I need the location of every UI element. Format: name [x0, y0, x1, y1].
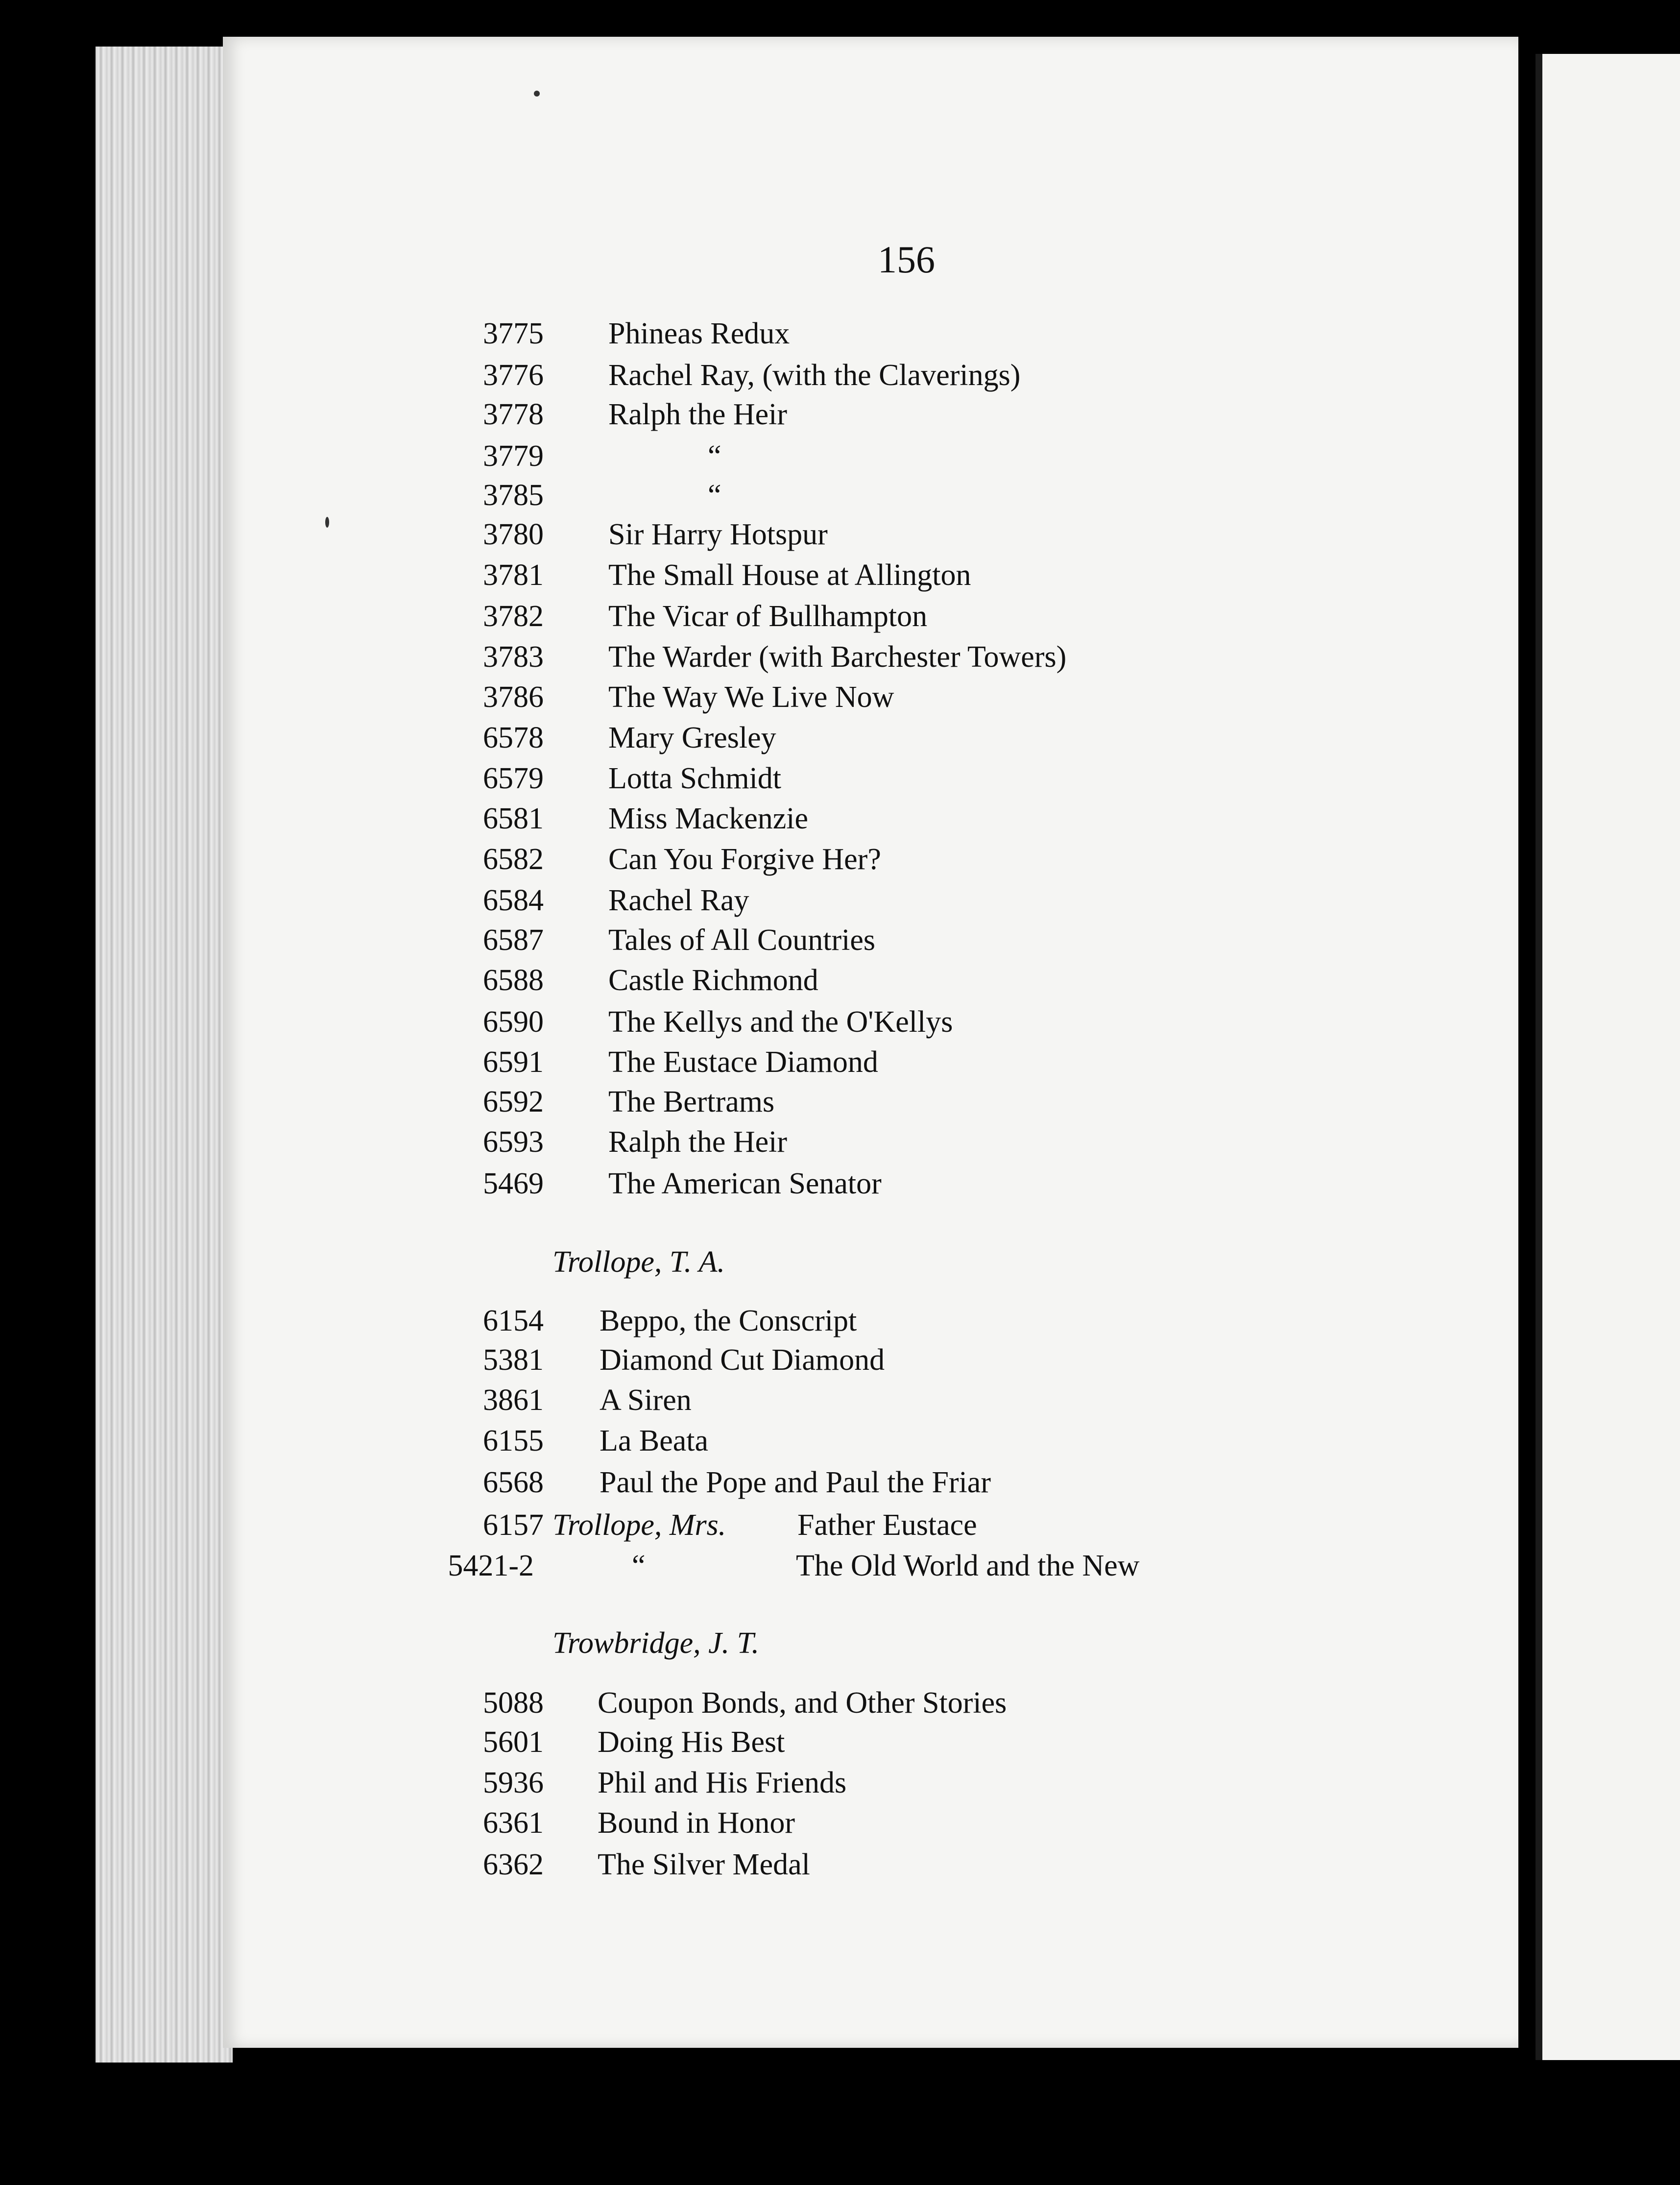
entry-number: 3782 [483, 600, 544, 633]
entry-title: A Siren [600, 1384, 692, 1417]
entry-title: Father Eustace [797, 1508, 977, 1542]
entry-title: La Beata [600, 1424, 709, 1457]
entry-number: 3786 [483, 680, 544, 714]
entry-title: Diamond Cut Diamond [600, 1343, 885, 1377]
dust-speck [325, 517, 329, 528]
entry-title: The Bertrams [608, 1085, 775, 1118]
entry-number: 6154 [483, 1304, 544, 1337]
entry-number: 5381 [483, 1343, 544, 1377]
entry-number: 3779 [483, 439, 544, 473]
entry-title: Rachel Ray [608, 884, 749, 917]
entry-title: The Vicar of Bullhampton [608, 600, 928, 633]
entry-title: Mary Gresley [608, 721, 776, 754]
ditto-mark: “ [632, 1549, 646, 1582]
entry-title: Paul the Pope and Paul the Friar [600, 1466, 991, 1499]
entry-number: 3780 [483, 518, 544, 551]
entry-title: Sir Harry Hotspur [608, 518, 828, 551]
entry-number: 3781 [483, 558, 544, 592]
entry-number: 6584 [483, 884, 544, 917]
facing-page-edge [1536, 54, 1680, 2060]
entry-number: 3861 [483, 1384, 544, 1417]
entry-number: 6591 [483, 1045, 544, 1079]
entry-title: “ [708, 439, 721, 473]
entry-number: 6592 [483, 1085, 544, 1118]
dust-speck [534, 91, 540, 97]
entry-number: 5469 [483, 1167, 544, 1200]
entry-title: Bound in Honor [598, 1806, 795, 1840]
author-heading: Trowbridge, J. T. [552, 1627, 760, 1660]
entry-number: 5421-2 [448, 1549, 534, 1582]
entry-title: Phil and His Friends [598, 1766, 847, 1799]
entry-title: Ralph the Heir [608, 398, 788, 431]
entry-number: 6362 [483, 1848, 544, 1881]
entry-number: 3783 [483, 640, 544, 674]
page-stack-edges [96, 47, 233, 2063]
entry-title: Doing His Best [598, 1725, 785, 1759]
entry-number: 6593 [483, 1125, 544, 1159]
entry-number: 3775 [483, 317, 544, 350]
entry-number: 3785 [483, 479, 544, 512]
entry-title: The Small House at Allington [608, 558, 971, 592]
entry-title: Beppo, the Conscript [600, 1304, 857, 1337]
entry-title: Castle Richmond [608, 964, 818, 997]
entry-title: Phineas Redux [608, 317, 790, 350]
entry-number: 6582 [483, 843, 544, 876]
entry-title: The Eustace Diamond [608, 1045, 878, 1079]
entry-number: 6155 [483, 1424, 544, 1457]
entry-title: The Warder (with Barchester Towers) [608, 640, 1067, 674]
entry-title: Ralph the Heir [608, 1125, 788, 1159]
entry-title: Can You Forgive Her? [608, 843, 881, 876]
entry-number: 3778 [483, 398, 544, 431]
entry-number: 6157 [483, 1508, 544, 1542]
entry-title: The Kellys and the O'Kellys [608, 1005, 953, 1039]
entry-title: The American Senator [608, 1167, 882, 1200]
entry-title: Lotta Schmidt [608, 762, 782, 795]
author-heading: Trollope, Mrs. [552, 1508, 726, 1542]
entry-number: 6568 [483, 1466, 544, 1499]
entry-number: 5601 [483, 1725, 544, 1759]
entry-title: The Old World and the New [796, 1549, 1140, 1582]
entry-title: Coupon Bonds, and Other Stories [598, 1686, 1007, 1720]
author-heading: Trollope, T. A. [552, 1245, 725, 1279]
entry-title: Tales of All Countries [608, 923, 875, 957]
entry-number: 6578 [483, 721, 544, 754]
entry-number: 6588 [483, 964, 544, 997]
entry-number: 6581 [483, 802, 544, 835]
entry-number: 6361 [483, 1806, 544, 1840]
page-number: 156 [878, 238, 935, 281]
entry-number: 6579 [483, 762, 544, 795]
entry-title: Rachel Ray, (with the Claverings) [608, 359, 1021, 392]
entry-number: 6590 [483, 1005, 544, 1039]
entry-number: 3776 [483, 359, 544, 392]
entry-number: 6587 [483, 923, 544, 957]
entry-title: The Way We Live Now [608, 680, 894, 714]
entry-title: “ [708, 479, 721, 512]
entry-title: Miss Mackenzie [608, 802, 809, 835]
entry-title: The Silver Medal [598, 1848, 810, 1881]
entry-number: 5088 [483, 1686, 544, 1720]
entry-number: 5936 [483, 1766, 544, 1799]
